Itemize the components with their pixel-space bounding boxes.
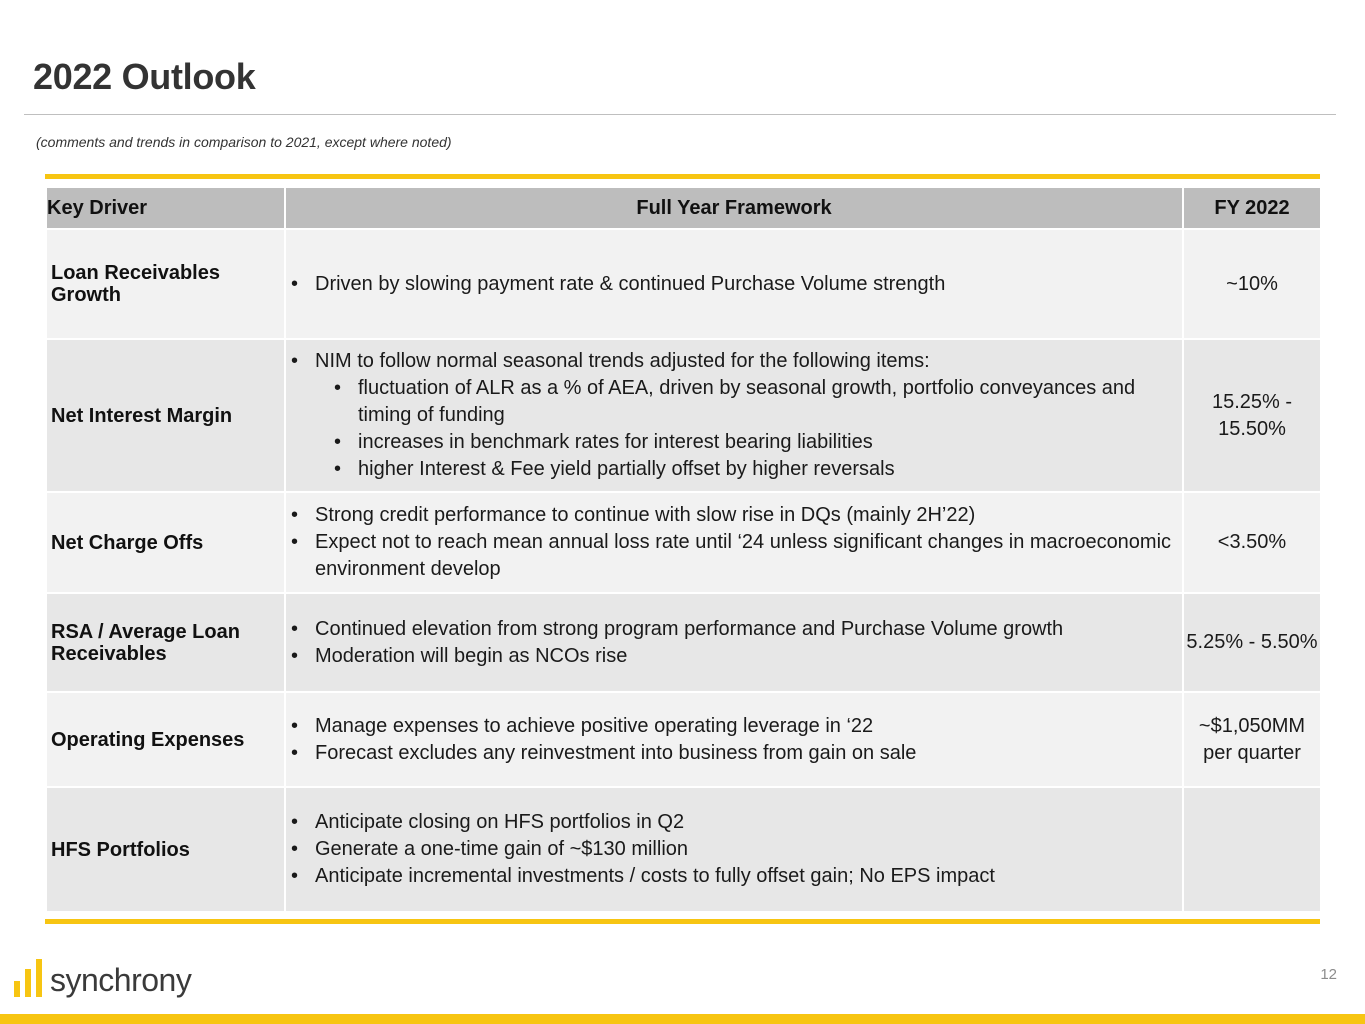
table-row: [46, 692, 1321, 787]
framework-cell: [285, 593, 1183, 692]
bullet-item: • NIM to follow normal seasonal trends adjusted for the following items:: [315, 348, 1176, 375]
sub-bullet-item: • higher Interest & Fee yield partially offset by higher reversals: [358, 456, 1176, 483]
table-row: [46, 593, 1321, 692]
fy-value-cell: [1183, 787, 1321, 912]
outlook-table: [45, 186, 1322, 913]
bullet-item: • Continued elevation from strong program performance and Purchase Volume growth: [315, 616, 1176, 643]
header-key-driver: Key Driver: [46, 187, 285, 229]
bullet-list: [290, 348, 1176, 375]
bullet-list: [290, 713, 1176, 767]
synchrony-logo: [14, 957, 191, 997]
driver-cell: Net Charge Offs: [46, 492, 285, 593]
framework-cell: [285, 787, 1183, 912]
fy-value-cell: ~$1,050MM per quarter: [1183, 692, 1321, 787]
framework-cell: [285, 229, 1183, 339]
bullet-item: • Driven by slowing payment rate & continued Purchase Volume strength: [315, 271, 1176, 298]
page-title: 2022 Outlook: [33, 56, 256, 97]
sub-bullet-item: • fluctuation of ALR as a % of AEA, driven by seasonal growth, portfolio conveyances and timing of funding: [358, 375, 1176, 429]
framework-cell: [285, 339, 1183, 492]
table-row: [46, 492, 1321, 593]
bullet-list: [290, 502, 1176, 583]
bullet-item: • Moderation will begin as NCOs rise: [315, 643, 1176, 670]
table-bottom-rule: [45, 919, 1320, 924]
driver-cell: Operating Expenses: [46, 692, 285, 787]
framework-cell: [285, 692, 1183, 787]
bullet-item: • Expect not to reach mean annual loss rate until ‘24 unless significant changes in macroeconomic environment develop: [315, 529, 1176, 583]
bullet-item: • Generate a one-time gain of ~$130 million: [315, 836, 1176, 863]
driver-cell: Net Interest Margin: [46, 339, 285, 492]
bullet-item: • Anticipate incremental investments / costs to fully offset gain; No EPS impact: [315, 863, 1176, 890]
footer-accent-bar: [0, 1014, 1365, 1024]
driver-cell: HFS Portfolios: [46, 787, 285, 912]
header-full-year-framework: Full Year Framework: [285, 187, 1183, 229]
title-divider: [24, 114, 1336, 115]
bullet-item: • Manage expenses to achieve positive operating leverage in ‘22: [315, 713, 1176, 740]
bullet-item: • Anticipate closing on HFS portfolios in Q2: [315, 809, 1176, 836]
logo-wordmark: synchrony: [50, 962, 192, 998]
table-row: [46, 229, 1321, 339]
bullet-list: [290, 809, 1176, 890]
page-subtitle: (comments and trends in comparison to 2021, except where noted): [36, 134, 452, 150]
fy-value-cell: <3.50%: [1183, 492, 1321, 593]
driver-cell: RSA / Average Loan Receivables: [46, 593, 285, 692]
sub-bullet-item: • increases in benchmark rates for interest bearing liabilities: [358, 429, 1176, 456]
table-row: [46, 339, 1321, 492]
page-number: 12: [1320, 966, 1337, 983]
framework-cell: [285, 492, 1183, 593]
bullet-list: [290, 271, 1176, 298]
driver-cell: Loan Receivables Growth: [46, 229, 285, 339]
sub-bullet-list: [290, 375, 1176, 483]
table-top-rule: [45, 174, 1320, 179]
logo-bars-icon: [14, 957, 44, 997]
header-fy-2022: FY 2022: [1183, 187, 1321, 229]
fy-value-cell: ~10%: [1183, 229, 1321, 339]
bullet-item: • Forecast excludes any reinvestment into business from gain on sale: [315, 740, 1176, 767]
bullet-item: • Strong credit performance to continue with slow rise in DQs (mainly 2H’22): [315, 502, 1176, 529]
bullet-list: [290, 616, 1176, 670]
fy-value-cell: 15.25% - 15.50%: [1183, 339, 1321, 492]
table-row: [46, 787, 1321, 912]
fy-value-cell: 5.25% - 5.50%: [1183, 593, 1321, 692]
table-header-row: [46, 187, 1321, 229]
